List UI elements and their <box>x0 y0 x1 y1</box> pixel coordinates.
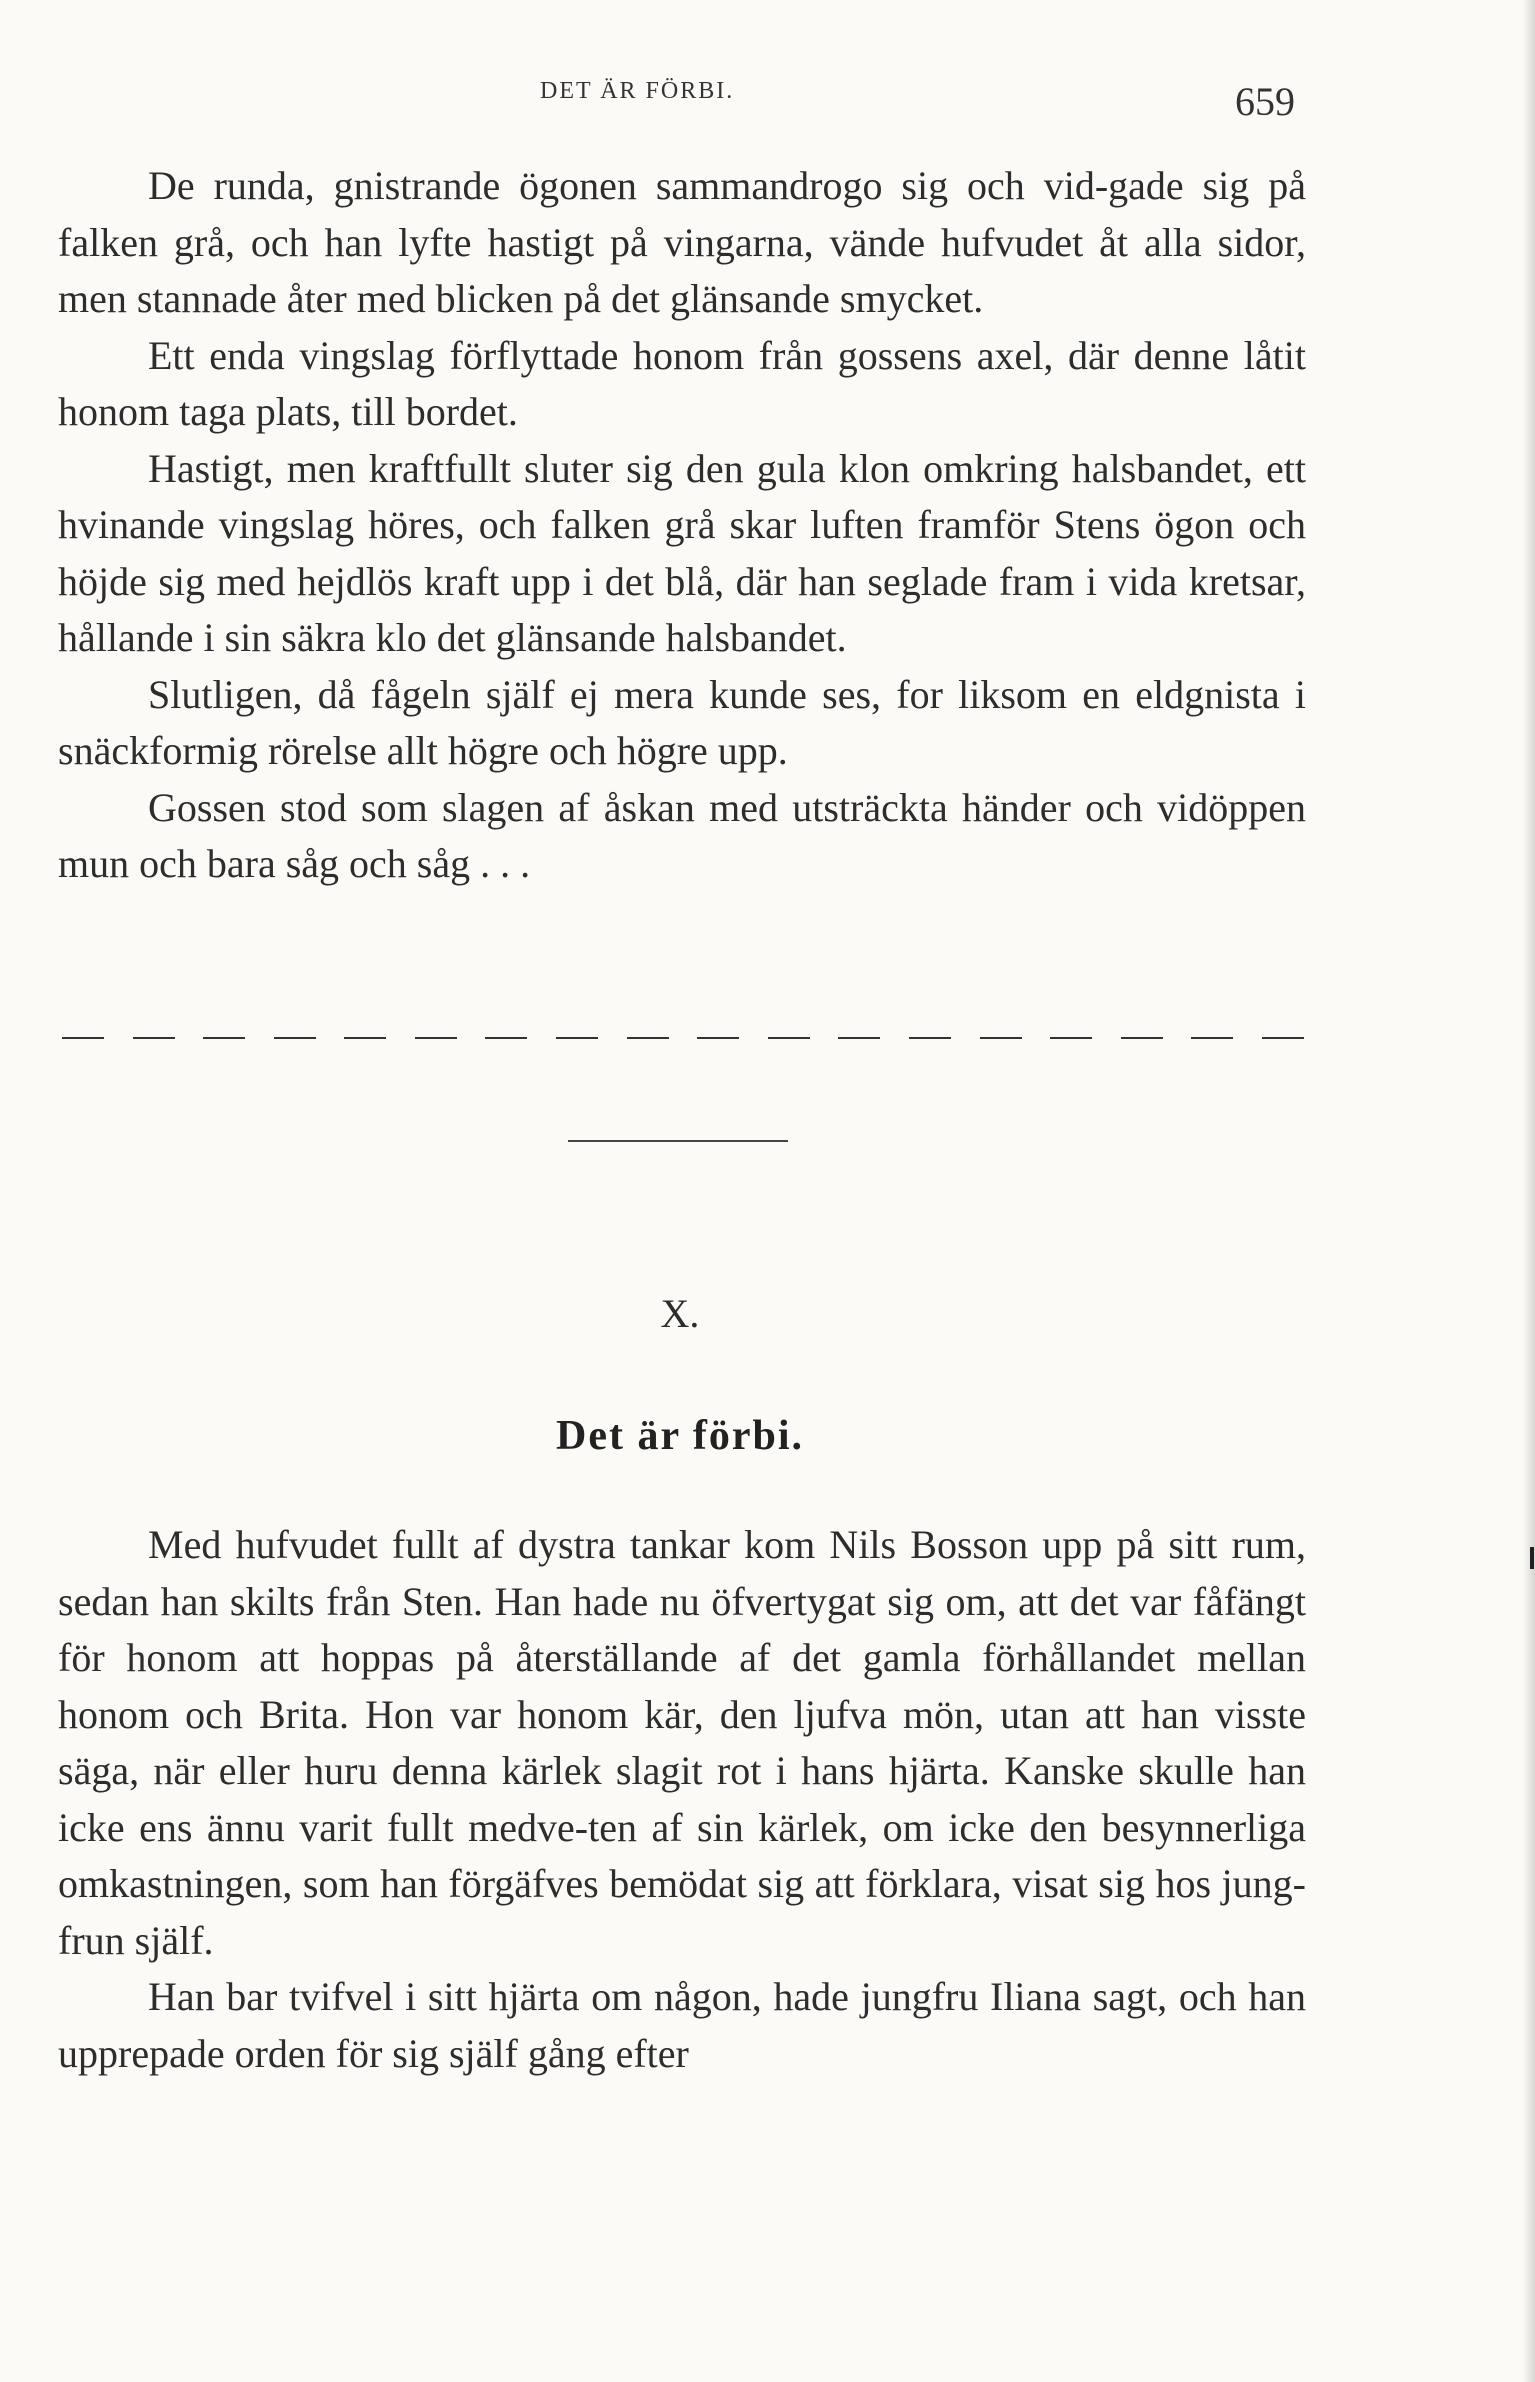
chapter-number: X. <box>660 1291 700 1336</box>
text-block-top <box>58 158 1306 893</box>
dash <box>697 1037 739 1039</box>
dash <box>203 1037 245 1039</box>
dash <box>415 1037 457 1039</box>
dash <box>768 1037 810 1039</box>
chapter-title: Det är förbi. <box>556 1413 804 1459</box>
dash <box>1262 1037 1304 1039</box>
dash <box>1191 1037 1233 1039</box>
section-dash-separator <box>62 1037 1304 1039</box>
text-block-bottom <box>58 1517 1306 2082</box>
dash <box>485 1037 527 1039</box>
paragraph: Ett enda vingslag förflyttade honom från gossens axel, där denne låtit honom taga plats, till bordet. <box>58 332 1306 434</box>
paragraph: Gossen stod som slagen af åskan med utsträckta händer och vidöppen mun och bara såg och såg . . . <box>58 784 1306 886</box>
dash <box>556 1037 598 1039</box>
dash <box>838 1037 880 1039</box>
dash <box>627 1037 669 1039</box>
dash <box>133 1037 175 1039</box>
dash <box>62 1037 104 1039</box>
page-edge-shadow <box>1523 0 1535 2382</box>
dash <box>344 1037 386 1039</box>
page-number: 659 <box>1235 79 1295 124</box>
paragraph: De runda, gnistrande ögonen sammandrogo sig och vid-gade sig på falken grå, och han lyfte hastigt på vingarna, vände hufvudet åt alla sidor, men stannade åter med blicken på det glänsande smycket. <box>58 163 1306 321</box>
dash <box>980 1037 1022 1039</box>
running-head: DET ÄR FÖRBI. <box>540 78 735 104</box>
dash <box>1050 1037 1092 1039</box>
dash <box>909 1037 951 1039</box>
margin-mark <box>1530 1547 1534 1569</box>
dash <box>274 1037 316 1039</box>
paragraph: Med hufvudet fullt af dystra tankar kom Nils Bosson upp på sitt rum, sedan han skilts från Sten. Han hade nu öfvertygat sig om, att det var fåfängt för honom att hoppas på återställande af det gamla förhållandet mellan honom och Brita. Hon var honom kär, den ljufva mön, utan att han visste säga, när eller huru denna kärlek slagit rot i hans hjärta. Kanske skulle han icke ens ännu varit fullt medve-ten af sin kärlek, om icke den besynnerliga omkastningen, som han förgäfves bemödat sig att förklara, visat sig hos jung-frun själf. <box>58 1522 1306 1963</box>
paragraph: Hastigt, men kraftfullt sluter sig den gula klon omkring halsbandet, ett hvinande vingslag höres, och falken grå skar luften framför Stens ögon och höjde sig med hejdlös kraft upp i det blå, där han seglade fram i vida kretsar, hållande i sin säkra klo det glänsande halsbandet. <box>58 445 1306 660</box>
paragraph: Han bar tvifvel i sitt hjärta om någon, hade jungfru Iliana sagt, och han upprepade orden för sig själf gång efter <box>58 1974 1306 2076</box>
dash <box>1121 1037 1163 1039</box>
chapter-rule <box>568 1140 788 1142</box>
paragraph: Slutligen, då fågeln själf ej mera kunde ses, for liksom en eldgnista i snäckformig rörelse allt högre och högre upp. <box>58 671 1306 773</box>
